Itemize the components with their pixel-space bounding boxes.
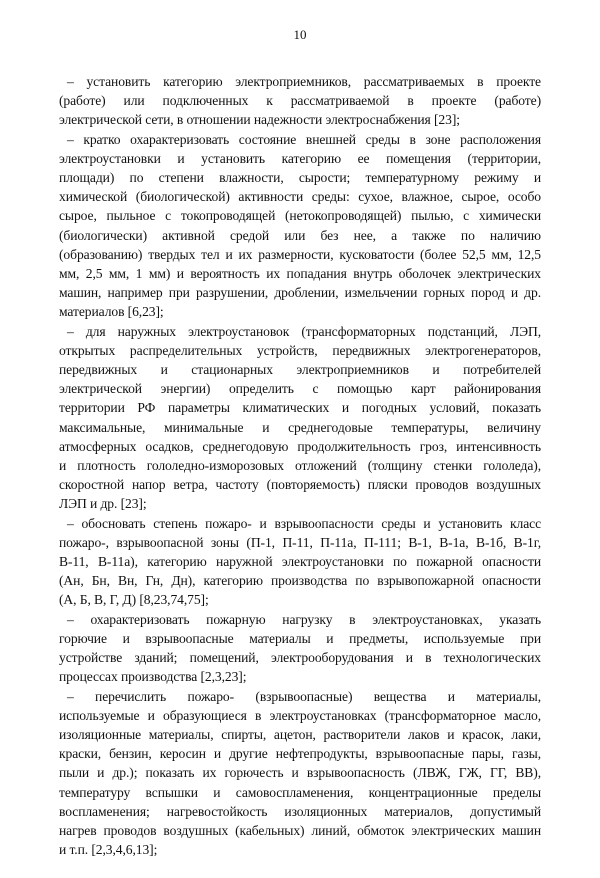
document-body [59,72,541,859]
paragraph [59,72,541,130]
text-line: и плотность гололедно-изморозовых отложений (толщину стенки гололеда), [59,458,541,474]
text-line: атмосферных осадков, среднегодовую продолжительность гроз, интенсивность [59,438,541,454]
text-line: химической (биологической) активности среды: сухое, влажное, сырое, особо [59,189,541,205]
text-line: мм, 2,5 мм, 1 мм) и вероятность их попадания внутрь оболочек электрических [59,266,541,282]
text-line: – для наружных электроустановок (трансформаторных подстанций, ЛЭП, [67,323,541,339]
text-line: (работе) или подключенных к рассматриваемой в проекте (работе) [59,93,541,109]
text-line: максимальные, минимальные и среднегодовые температуры, величину [59,419,541,435]
text-line: (биологически) активной средой или без нее, а также по наличию [59,227,541,243]
text-line: процессах производства [2,3,23]; [59,669,247,685]
text-line: – обосновать степень пожаро- и взрывоопасности среды и установить класс [67,515,541,531]
text-line: электрической энергии) определить с помощью карт районирования [59,381,541,397]
text-line: скоростной напор ветра, частоту (повторяемость) пляски проводов воздушных [59,477,541,493]
text-line: (образованию) твердых тел и их размерности, кусковатости (более 52,5 мм, 12,5 [59,246,541,262]
text-line: электроустановки и установить категорию ее помещения (территории, [59,150,541,166]
text-line: – кратко охарактеризовать состояние внешней среды в зоне расположения [67,131,541,147]
paragraph [59,687,541,860]
text-line: передвижных и стационарных электроприемников и потребителей [59,362,541,378]
text-line: материалов [6,23]; [59,304,164,320]
text-line: (А, Б, В, Г, Д) [8,23,74,75]; [59,592,209,608]
paragraph [59,130,541,322]
text-line: краски, бензин, керосин и другие нефтепродукты, взрывоопасные пары, газы, [59,746,541,762]
paragraph [59,514,541,610]
text-line: воспламенения; нагревостойкость изоляционных материалов, допустимый [59,803,541,819]
text-line: В-11, В-11а), категорию наружной электроустановки по пожарной опасности [59,554,541,570]
text-line: – охарактеризовать пожарную нагрузку в электроустановках, указать [67,611,541,627]
text-line: сырое, пыльное с токопроводящей (нетокопроводящей) пылью, с химически [59,208,541,224]
paragraph [59,610,541,687]
text-line: открытых распределительных устройств, передвижных электрогенераторов, [59,342,541,358]
text-line: и т.п. [2,3,4,6,13]; [59,842,158,858]
paragraph [59,322,541,514]
text-line: нагрев проводов воздушных (кабельных) линий, обмоток электрических машин [59,822,541,838]
text-line: устройстве зданий; помещений, электрооборудования и в технологических [59,650,541,666]
text-line: температуру вспышки и самовоспламенения, концентрационные пределы [59,784,541,800]
text-line: пыли и др.); показать их горючесть и взрывоопасность (ЛВЖ, ГЖ, ГГ, ВВ), [59,765,541,781]
text-line: используемые и образующиеся в электроустановках (трансформаторное масло, [59,707,541,723]
text-line: (Ан, Бн, Вн, Гн, Дн), категорию производства по взрывопожарной опасности [59,573,541,589]
text-line: – перечислить пожаро- (взрывоопасные) вещества и материалы, [67,688,541,704]
text-line: машин, например при разрушении, дроблении, измельчении горных пород и др. [59,285,541,301]
page-number: 10 [293,27,307,42]
text-line: площади) по степени влажности, сырости; температурному режиму и [59,170,541,186]
text-line: – установить категорию электроприемников, рассматриваемых в проекте [67,74,541,89]
text-line: электрической сети, в отношении надежности электроснабжения [23]; [59,112,460,128]
text-line: территории РФ параметры климатических и погодных условий, показать [59,400,541,416]
text-line: изоляционные материалы, спирты, ацетон, растворители лаков и красок, лаки, [59,726,541,742]
text-line: ЛЭП и др. [23]; [59,496,147,512]
text-line: горючие и взрывоопасные материалы и предметы, используемые при [59,630,541,646]
text-line: пожаро-, взрывоопасной зоны (П-1, П-11, П-11а, П-111; В-1, В-1а, В-1б, В-1г, [59,534,541,550]
